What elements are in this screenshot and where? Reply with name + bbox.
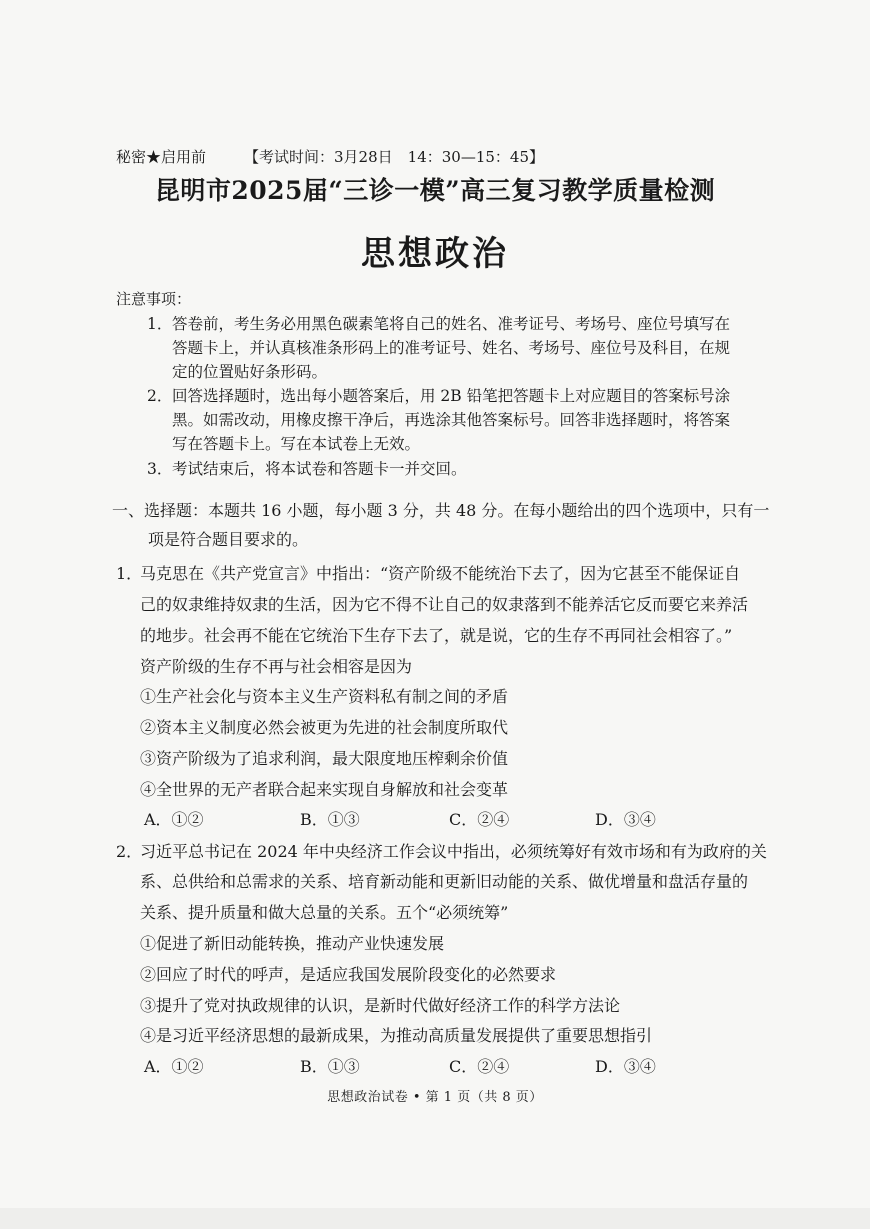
option-a: A．①②	[144, 810, 204, 829]
question-number: 2．	[116, 842, 143, 861]
option-a: A．①②	[144, 1057, 204, 1076]
note-number: 3．	[147, 460, 173, 478]
note-line: 考试结束后，将本试卷和答题卡一并交回。	[172, 460, 467, 478]
statement: ①生产社会化与资本主义生产资料私有制之间的矛盾	[140, 687, 509, 706]
statement: ③资产阶级为了追求利润，最大限度地压榨剩余价值	[140, 749, 509, 768]
option-c: C．②④	[449, 1057, 510, 1076]
question-stem-line: 己的奴隶维持奴隶的生活，因为它不得不让自己的奴隶落到不能养活它反而要它来养活	[140, 595, 749, 614]
note-number: 2．	[147, 387, 173, 405]
option-d: D．③④	[595, 810, 656, 829]
statement: ②回应了时代的呼声，是适应我国发展阶段变化的必然要求	[140, 965, 557, 984]
exam-title: 昆明市2025届“三诊一模”高三复习教学质量检测	[154, 176, 716, 205]
option-c: C．②④	[449, 810, 510, 829]
option-b: B．①③	[300, 810, 360, 829]
question-stem-line: 习近平总书记在 2024 年中央经济工作会议中指出，必须统筹好有效市场和有为政府的关	[140, 842, 767, 861]
option-b: B．①③	[300, 1057, 360, 1076]
note-line: 答卷前，考生务必用黑色碳素笔将自己的姓名、准考证号、考场号、座位号填写在	[172, 315, 731, 333]
option-d: D．③④	[595, 1057, 656, 1076]
header-line	[116, 146, 582, 167]
scan-edge	[0, 1208, 870, 1229]
question-stem-line: 的地步。社会再不能在它统治下生存下去了，就是说，它的生存不再同社会相容了。”	[140, 626, 733, 645]
statement: ①促进了新旧动能转换，推动产业快速发展	[140, 934, 445, 953]
question-stem-line: 系、总供给和总需求的关系、培育新动能和更新旧动能的关系、做优增量和盘活存量的	[140, 872, 749, 891]
secret-label: 秘密★启用前	[116, 148, 207, 166]
section-line: 项是符合题目要求的。	[148, 530, 309, 549]
subject-title: 思想政治	[361, 234, 509, 274]
note-line: 黑。如需改动，用橡皮擦干净后，再选涂其他答案标号。回答非选择题时，将答案	[172, 411, 731, 429]
statement: ②资本主义制度必然会被更为先进的社会制度所取代	[140, 718, 509, 737]
note-line: 回答选择题时，选出每小题答案后，用 2B 铅笔把答题卡上对应题目的答案标号涂	[172, 387, 731, 405]
note-number: 1．	[147, 315, 173, 333]
statement: ④是习近平经济思想的最新成果，为推动高质量发展提供了重要思想指引	[140, 1026, 653, 1045]
exam-time: 【考试时间：3月28日 14：30—15：45】	[244, 148, 544, 166]
note-line: 答题卡上，并认真核准条形码上的准考证号、姓名、考场号、座位号及科目，在规	[172, 339, 731, 357]
notes-heading: 注意事项：	[116, 290, 192, 308]
question-stem-line: 关系、提升质量和做大总量的关系。五个“必须统筹”	[140, 903, 509, 922]
page-footer: 思想政治试卷 • 第 1 页（共 8 页）	[327, 1090, 543, 1105]
question-number: 1．	[116, 564, 143, 583]
statement: ④全世界的无产者联合起来实现自身解放和社会变革	[140, 780, 509, 799]
note-line: 写在答题卡上。写在本试卷上无效。	[172, 435, 421, 453]
question-stem-line: 资产阶级的生存不再与社会相容是因为	[140, 657, 413, 676]
question-stem-line: 马克思在《共产党宣言》中指出：“资产阶级不能统治下去了，因为它甚至不能保证自	[140, 564, 741, 583]
statement: ③提升了党对执政规律的认识，是新时代做好经济工作的科学方法论	[140, 996, 621, 1015]
note-line: 定的位置贴好条形码。	[172, 363, 328, 381]
section-line: 一、选择题：本题共 16 小题，每小题 3 分，共 48 分。在每小题给出的四个选项中，只有一	[112, 501, 770, 520]
